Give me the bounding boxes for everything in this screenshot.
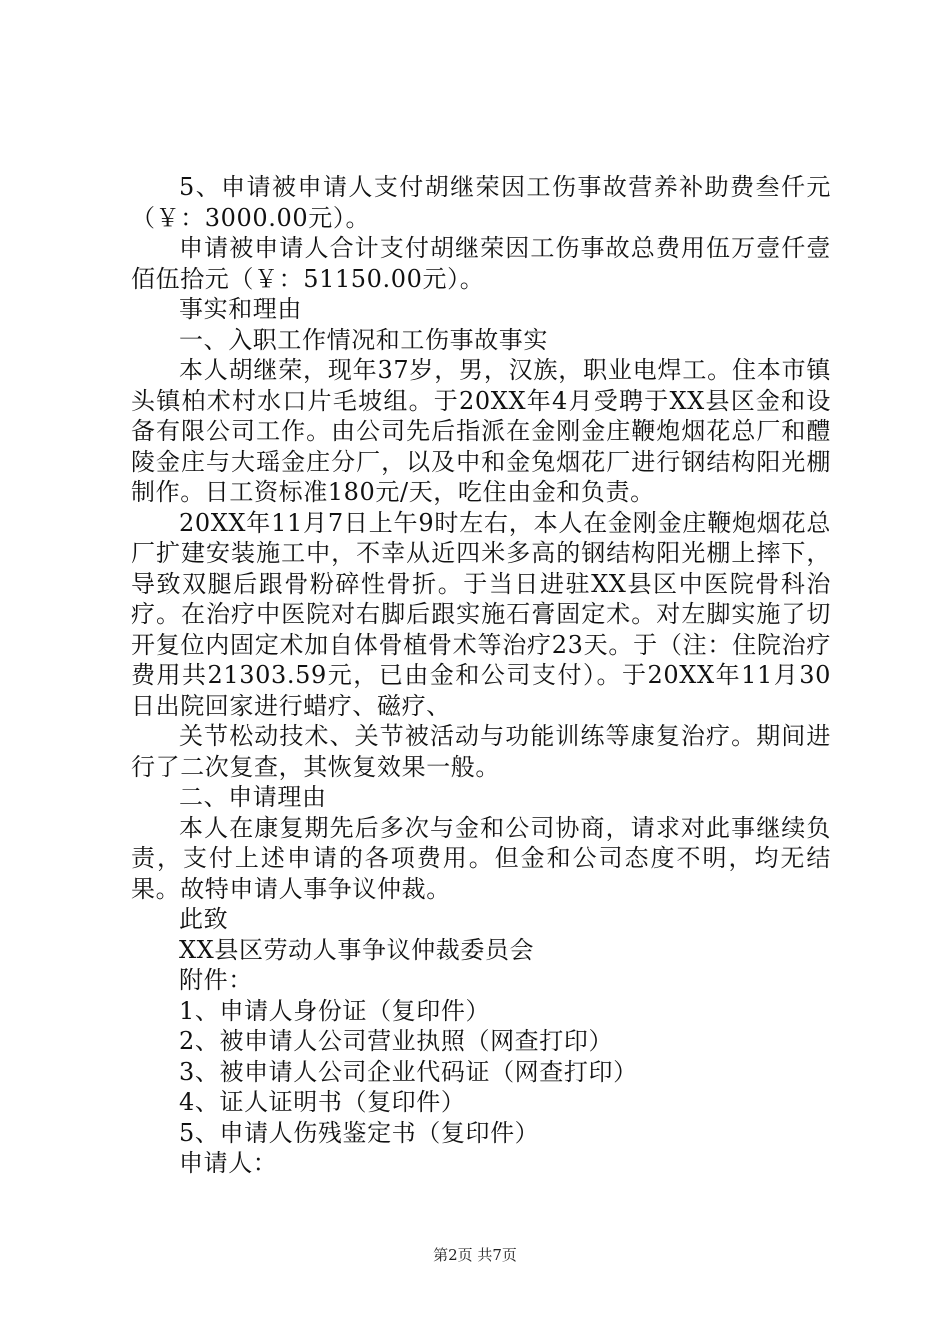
recipient-committee: XX县区劳动人事争议仲裁委员会 [179, 935, 535, 964]
attachment-item: 2、被申请人公司营业执照（网查打印） [179, 1027, 614, 1055]
paragraph-rehabilitation: 关节松动技术、关节被活动与功能训练等康复治疗。期间进行了二次复查，其恢复效果一般。 [131, 722, 831, 781]
applicant-signature-label: 申请人： [179, 1149, 278, 1177]
attachments-heading: 附件： [179, 966, 253, 994]
section-heading-facts: 事实和理由 [179, 295, 302, 323]
attachment-item: 1、申请人身份证（复印件） [179, 996, 491, 1025]
attachment-item: 3、被申请人公司企业代码证（网查打印） [179, 1057, 638, 1086]
paragraph-applicant-background: 本人胡继荣，现年37岁，男，汉族，职业电焊工。住本市镇头镇柏术村水口片毛坡组。于20XX年4月受聘于XX县区金和设备有限公司工作。由公司先后指派在金刚金庄鞭炮烟花总厂和醴陵金庄与大瑶金庄分厂，以及中和金兔烟花厂进行钢结构阳光棚制作。日工资标准180元/天，吃住由金和负责。 [131, 356, 831, 506]
attachment-item: 5、申请人伤残鉴定书（复印件） [179, 1118, 540, 1147]
paragraph-item-5-nutrition: 5、申请被申请人支付胡继荣因工伤事故营养补助费叁仟元（￥：3000.00元）。 [131, 173, 831, 232]
subheading-employment-facts: 一、入职工作情况和工伤事故事实 [179, 325, 548, 354]
attachment-item: 4、证人证明书（复印件） [179, 1088, 466, 1116]
document-body [131, 172, 831, 1179]
paragraph-accident-details: 20XX年11月7日上午9时左右，本人在金刚金庄鞭炮烟花总厂扩建安装施工中，不幸从近四米多高的钢结构阳光棚上摔下，导致双腿后跟骨粉碎性骨折。于当日进驻XX县区中医院骨科治疗。在治疗中医院对右脚后跟实施石膏固定术。对左脚实施了切开复位内固定术加自体骨植骨术等治疗23天。于（注：住院治疗费用共21303.59元，已由金和公司支付）。于20XX年11月30日出院回家进行蜡疗、磁疗、 [131, 508, 831, 720]
paragraph-negotiation: 本人在康复期先后多次与金和公司协商，请求对此事继续负责，支付上述申请的各项费用。但金和公司态度不明，均无结果。故特申请人事争议仲裁。 [131, 813, 831, 903]
paragraph-total-claim: 申请被申请人合计支付胡继荣因工伤事故总费用伍万壹仟壹佰伍拾元（￥：51150.00元）。 [131, 234, 831, 293]
subheading-application-reason: 二、申请理由 [179, 783, 327, 811]
page-number-footer: 第2页 共7页 [433, 1246, 517, 1264]
salutation: 此致 [179, 905, 229, 933]
